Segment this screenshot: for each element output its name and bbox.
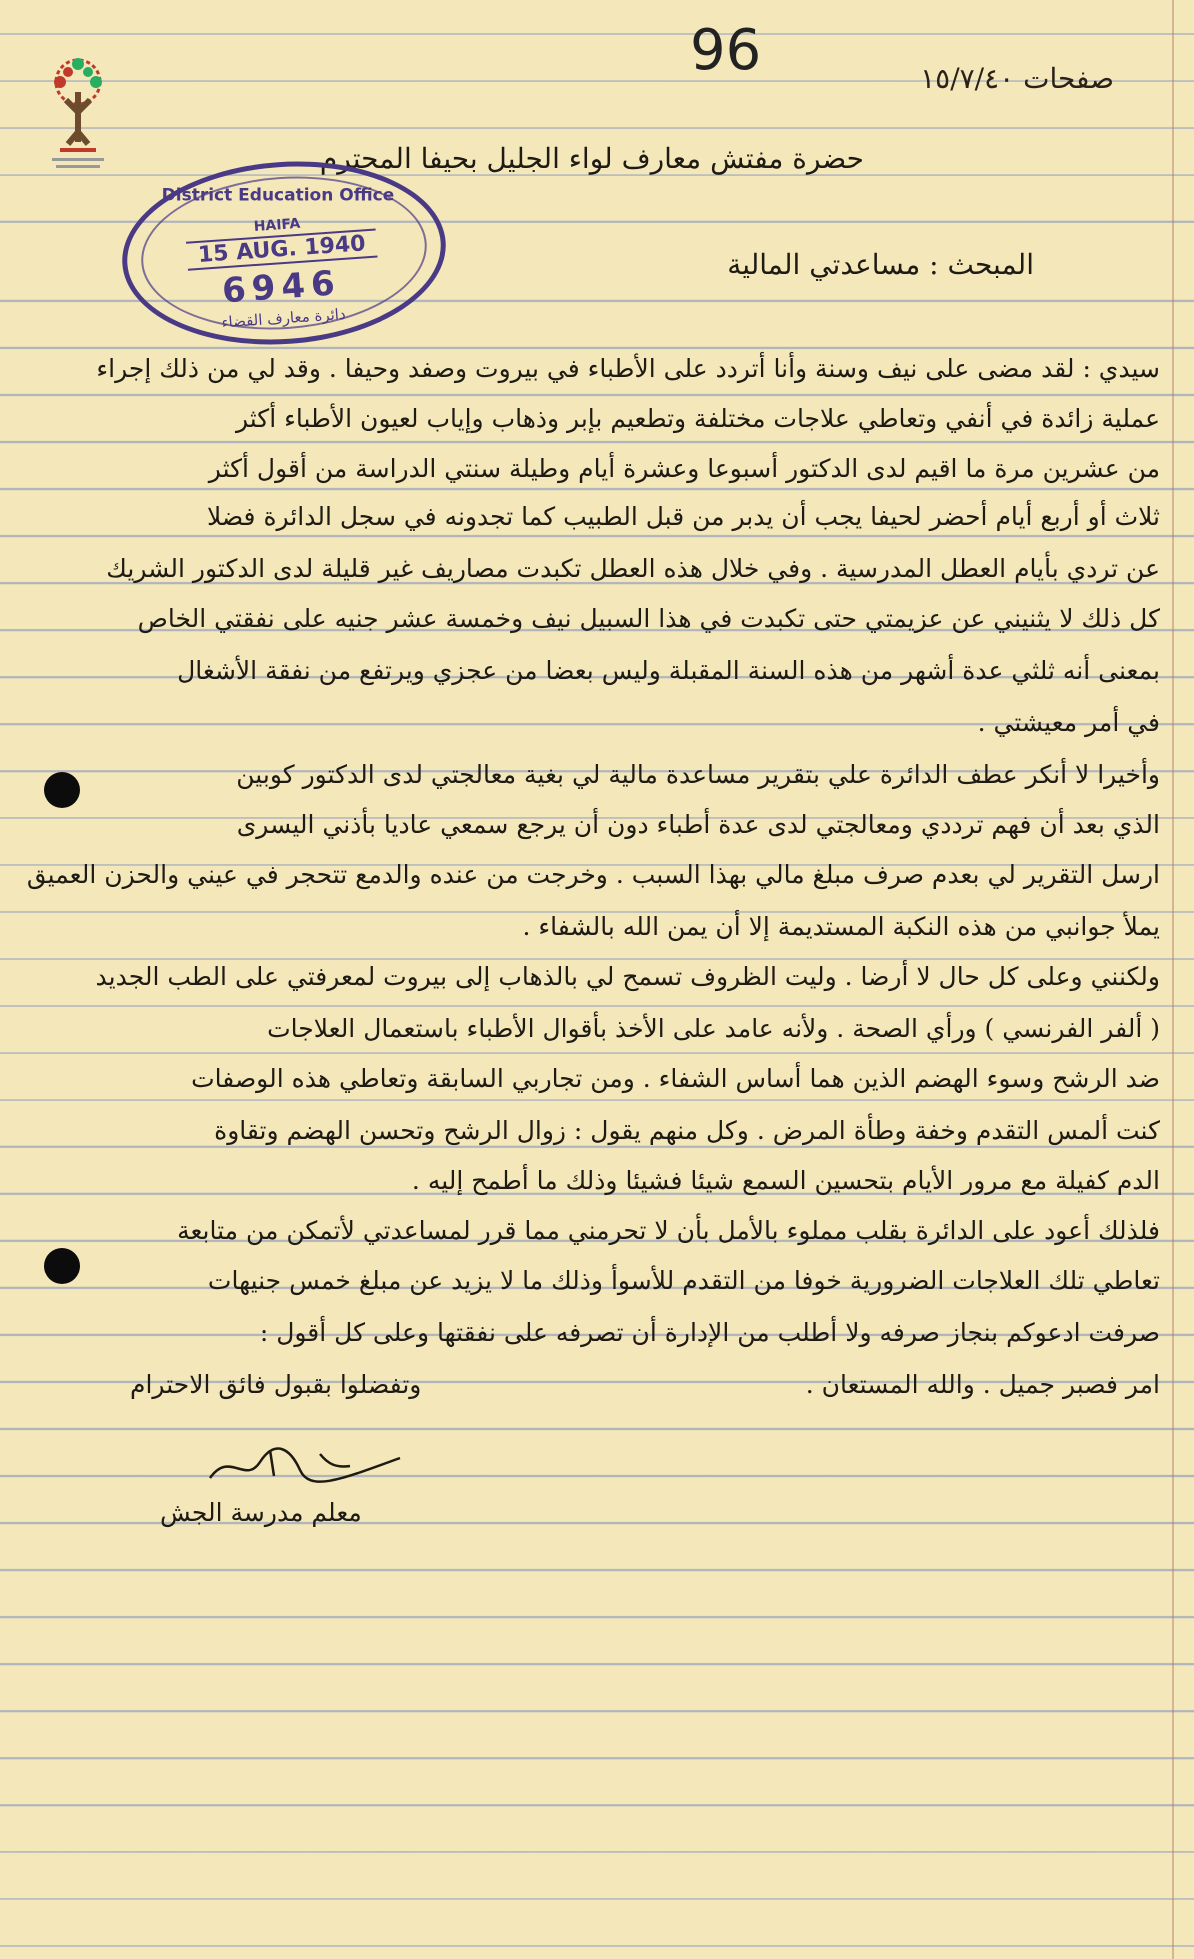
closing-phrase: وتفضلوا بقبول فائق الاحترام: [130, 1370, 422, 1399]
body-line: تعاطي تلك العلاجات الضرورية خوفا من التقدم للأسوأ وذلك ما لا يزيد عن مبلغ خمس جنيهات: [207, 1266, 1160, 1295]
body-line: امر فصبر جميل . والله المستعان .: [805, 1370, 1160, 1399]
punch-hole: [44, 772, 80, 808]
body-line: الذي بعد أن فهم ترددي ومعالجتي لدى عدة أطباء دون أن يرجع سمعي عاديا بأذني اليسرى: [236, 810, 1160, 839]
date-line: صفحات ١٥/٧/٤٠: [920, 62, 1114, 95]
punch-hole: [44, 1248, 80, 1284]
body-line: كنت ألمس التقدم وخفة وطأة المرض . وكل منهم يقول : زوال الرشح وتحسن الهضم وتقاوة: [214, 1116, 1160, 1145]
body-line: بمعنى أنه ثلثي عدة أشهر من هذه السنة المقبلة وليس بعضا من عجزي ويرتفع من نفقة الأشغال: [177, 656, 1160, 685]
body-line: ضد الرشح وسوء الهضم الذين هما أساس الشفاء . ومن تجاربي السابقة وتعاطي هذه الوصفات: [191, 1064, 1160, 1093]
body-line: سيدي : لقد مضى على نيف وسنة وأنا أتردد على الأطباء في بيروت وصفد وحيفا . وقد لي من ذلك إجراء: [96, 354, 1160, 383]
stamp-city: HAIFA: [253, 215, 301, 236]
margin-line: [1172, 0, 1174, 1959]
letter-body: [26, 0, 1160, 1959]
recipient: حضرة مفتش معارف لواء الجليل بحيفا المحترم: [319, 142, 864, 175]
body-line: ( ألفر الفرنسي ) ورأي الصحة . ولأنه عامد على الأخذ بأقوال الأطباء باستعمال العلاجات: [267, 1014, 1160, 1043]
body-line: في أمر معيشتي .: [977, 708, 1160, 737]
body-line: وأخيرا لا أنكر عطف الدائرة علي بتقرير مساعدة مالية لي بغية معالجتي لدى الدكتور كوبين: [236, 760, 1160, 789]
stamp-number: 6946: [220, 263, 342, 312]
body-line: ولكنني وعلى كل حال لا أرضا . وليت الظروف تسمح لي بالذهاب إلى بيروت لمعرفتي على الطب الجديد: [95, 962, 1160, 991]
body-line: فلذلك أعود على الدائرة بقلب مملوء بالأمل بأن لا تحرمني مما قرر لمساعدتي لأتمكن من متابعة: [177, 1216, 1160, 1245]
stamp-arabic: دائرة معارف القضاء: [220, 304, 347, 332]
folio-number: 96: [690, 18, 762, 83]
body-line: الدم كفيلة مع مرور الأيام بتحسين السمع شيئا فشيئا وذلك ما أطمح إليه .: [411, 1166, 1160, 1195]
body-line: صرفت ادعوكم بنجاز صرفه ولا أطلب من الإدارة أن تصرفه على نفقتها وعلى كل أقول :: [259, 1318, 1160, 1347]
handwritten-signature: [200, 1440, 410, 1490]
body-line: ارسل التقرير لي بعدم صرف مبلغ مالي بهذا السبب . وخرجت من عنده والدمع تتحجر في عيني والحزن العميق: [26, 860, 1160, 889]
subject: المبحث : مساعدتي المالية: [727, 248, 1034, 281]
signature-title: معلم مدرسة الجش: [160, 1498, 362, 1527]
stamp-date: 15 AUG. 1940: [186, 229, 378, 271]
body-line: عملية زائدة في أنفي وتعاطي علاجات مختلفة وتطعيم بإبر وذهاب وإياب لعيون الأطباء أكثر: [235, 404, 1160, 433]
body-line: ثلاث أو أربع أيام أحضر لحيفا يجب أن يدبر من قبل الطبيب كما تجدونه في سجل الدائرة فضلا: [206, 502, 1160, 531]
body-line: عن تردي بأيام العطل المدرسية . وفي خلال هذه العطل تكبدت مصاريف غير قليلة لدى الدكتور الشريك: [106, 554, 1160, 583]
body-line: يملأ جوانبي من هذه النكبة المستديمة إلا أن يمن الله بالشفاء .: [522, 912, 1160, 941]
body-line: من عشرين مرة ما اقيم لدى الدكتور أسبوعا وعشرة أيام وطيلة سنتي الدراسة من أقول أكثر: [208, 454, 1160, 483]
body-line: كل ذلك لا يثنيني عن عزيمتي حتى تكبدت في هذا السبيل نيف وخمسة عشر جنيه على نفقتي الخاص: [137, 604, 1160, 633]
stamp-header: District Education Office: [161, 185, 395, 206]
